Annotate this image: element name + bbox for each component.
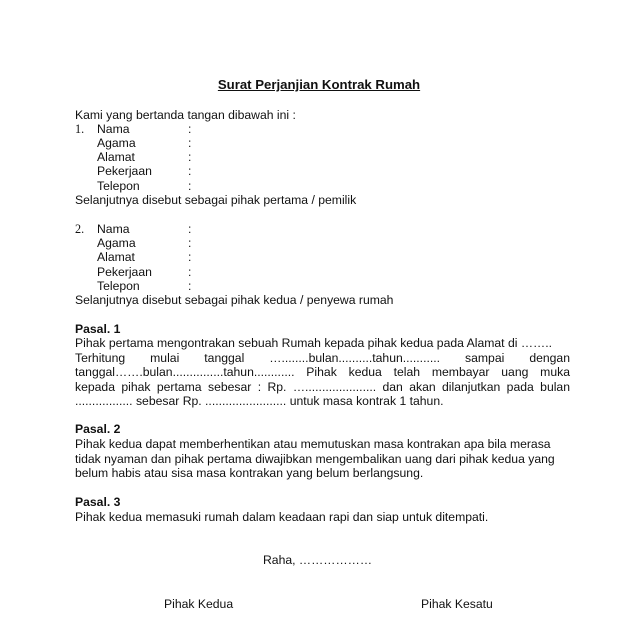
party2-field-alamat: Alamat xyxy=(97,250,135,264)
party2-colon: : xyxy=(188,250,192,264)
pasal1-line: Pihak pertama mengontrakan sebuah Rumah kepada pihak kedua pada Alamat di …….. xyxy=(75,336,552,350)
party2-field-telepon: Telepon xyxy=(97,279,140,293)
pasal2-line: tidak nyaman dan pihak pertama diwajibkan mengembalikan uang dari pihak kedua yang xyxy=(75,452,555,466)
party1-field-name: Nama xyxy=(97,122,130,136)
party2-field-pekerjaan: Pekerjaan xyxy=(97,265,152,279)
document-title: Surat Perjanjian Kontrak Rumah xyxy=(217,77,421,92)
party1-field-telepon: Telepon xyxy=(97,179,140,193)
party2-colon: : xyxy=(188,279,192,293)
signature-pihak-kesatu: Pihak Kesatu xyxy=(421,597,493,611)
party2-colon: : xyxy=(188,222,192,236)
pasal1-line: kepada pihak pertama sebesar : Rp. …..................... dan akan dilanjutkan pada bulan xyxy=(75,380,570,394)
intro-text: Kami yang bertanda tangan dibawah ini : xyxy=(75,108,296,122)
party1-number: 1. xyxy=(75,122,85,136)
party2-field-name: Nama xyxy=(97,222,130,236)
party1-closing: Selanjutnya disebut sebagai pihak pertama / pemilik xyxy=(75,193,357,207)
party2-colon: : xyxy=(188,236,192,250)
party2-colon: : xyxy=(188,265,192,279)
pasal1-line: Terhitung mulai tanggal …........bulan..........tahun........... sampai dengan xyxy=(75,351,570,365)
party2-closing: Selanjutnya disebut sebagai pihak kedua / penyewa rumah xyxy=(75,293,394,307)
pasal1-heading: Pasal. 1 xyxy=(75,322,121,336)
pasal1-line: tanggal…….bulan...............tahun............ Pihak kedua telah membayar uang muka xyxy=(75,365,570,379)
party1-colon: : xyxy=(188,164,192,178)
party2-number: 2. xyxy=(75,222,85,236)
pasal1-line: ................. sebesar Rp. ........................ untuk masa kontrak 1 tahun. xyxy=(75,394,444,408)
party1-colon: : xyxy=(188,150,192,164)
party1-colon: : xyxy=(188,122,192,136)
party1-field-pekerjaan: Pekerjaan xyxy=(97,164,152,178)
party1-field-alamat: Alamat xyxy=(97,150,135,164)
pasal2-line: belum habis atau sisa masa kontrakan yang belum berlangsung. xyxy=(75,466,424,480)
party1-colon: : xyxy=(188,179,192,193)
signature-pihak-kedua: Pihak Kedua xyxy=(164,597,234,611)
party1-field-agama: Agama xyxy=(97,136,136,150)
party2-field-agama: Agama xyxy=(97,236,136,250)
pasal2-heading: Pasal. 2 xyxy=(75,422,121,436)
pasal3-line: Pihak kedua memasuki rumah dalam keadaan rapi dan siap untuk ditempati. xyxy=(75,510,489,524)
pasal2-line: Pihak kedua dapat memberhentikan atau memutuskan masa kontrakan apa bila merasa xyxy=(75,437,551,451)
pasal3-heading: Pasal. 3 xyxy=(75,495,121,509)
party1-colon: : xyxy=(188,136,192,150)
place-date: Raha, ……………… xyxy=(263,553,373,567)
